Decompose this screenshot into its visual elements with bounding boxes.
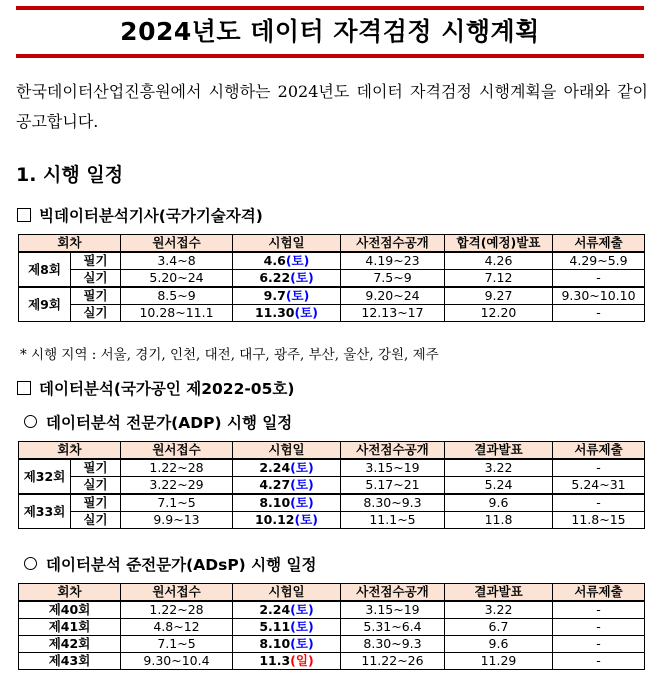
result-cell: 7.12	[445, 270, 553, 288]
exam-weekday: (토)	[290, 477, 314, 492]
exam-date: 10.12	[254, 512, 295, 527]
exam-date: 4.27	[259, 477, 291, 492]
result-cell: 12.20	[445, 305, 553, 322]
exam-date: 9.7	[263, 288, 286, 303]
col-header-round: 회차	[19, 235, 121, 253]
circle-bullet-icon	[24, 557, 37, 570]
table-row	[19, 619, 645, 636]
round-cell: 제9회	[19, 287, 71, 322]
result-cell: 4.26	[445, 252, 553, 270]
pre-score-cell: 8.30~9.3	[341, 636, 445, 653]
exam-date: 5.11	[259, 619, 291, 634]
pre-score-cell: 11.22~26	[341, 653, 445, 670]
kind-cell: 실기	[71, 270, 121, 288]
bigdata-schedule-table	[18, 234, 645, 322]
col-header-apply: 원서접수	[121, 584, 233, 602]
exam-date-cell	[233, 477, 341, 495]
table-row	[19, 252, 645, 270]
apply-cell: 9.30~10.4	[121, 653, 233, 670]
data-analysis-heading-text: 데이터분석(국가공인 제2022-05호)	[39, 380, 295, 398]
round-cell: 제42회	[19, 636, 121, 653]
table-row	[19, 636, 645, 653]
exam-weekday: (토)	[290, 270, 314, 285]
round-cell: 제43회	[19, 653, 121, 670]
exam-weekday: (일)	[290, 653, 314, 668]
col-header-pre-score: 사전점수공개	[341, 584, 445, 602]
exam-weekday: (토)	[290, 602, 314, 617]
exam-date-cell	[233, 305, 341, 322]
table-row	[19, 601, 645, 619]
exam-date-cell	[233, 270, 341, 288]
adsp-schedule-table	[18, 583, 645, 670]
round-cell: 제40회	[19, 601, 121, 619]
kind-cell: 실기	[71, 305, 121, 322]
square-bullet-icon	[17, 208, 31, 222]
round-cell: 제33회	[19, 494, 71, 529]
pre-score-cell: 11.1~5	[341, 512, 445, 529]
table-header-row	[19, 235, 645, 253]
exam-date-cell	[233, 636, 341, 653]
exam-date-cell	[233, 601, 341, 619]
table-row	[19, 653, 645, 670]
col-header-round: 회차	[19, 442, 121, 460]
pre-score-cell: 12.13~17	[341, 305, 445, 322]
docs-cell: -	[553, 494, 645, 512]
exam-date: 8.10	[259, 495, 291, 510]
exam-regions-note: * 시행 지역 : 서울, 경기, 인천, 대전, 대구, 광주, 부산, 울산, 강원, 제주	[20, 347, 439, 363]
exam-date: 11.3	[259, 653, 291, 668]
apply-cell: 7.1~5	[121, 494, 233, 512]
apply-cell: 1.22~28	[121, 601, 233, 619]
exam-weekday: (토)	[290, 460, 314, 475]
docs-cell: -	[553, 459, 645, 477]
col-header-exam-date: 시험일	[233, 235, 341, 253]
result-cell: 5.24	[445, 477, 553, 495]
table-row	[19, 305, 645, 322]
page-title: 2024년도 데이터 자격검정 시행계획	[120, 17, 540, 46]
col-header-apply: 원서접수	[121, 442, 233, 460]
col-header-result: 합격(예정)발표	[445, 235, 553, 253]
kind-cell: 실기	[71, 512, 121, 529]
bigdata-heading-text: 빅데이터분석기사(국가기술자격)	[39, 207, 263, 225]
exam-date: 6.22	[259, 270, 291, 285]
apply-cell: 3.22~29	[121, 477, 233, 495]
pre-score-cell: 4.19~23	[341, 252, 445, 270]
apply-cell: 1.22~28	[121, 459, 233, 477]
exam-date: 2.24	[259, 602, 291, 617]
result-cell: 11.8	[445, 512, 553, 529]
kind-cell: 필기	[71, 459, 121, 477]
pre-score-cell: 7.5~9	[341, 270, 445, 288]
exam-date-cell	[233, 287, 341, 305]
result-cell: 9.6	[445, 494, 553, 512]
docs-cell: -	[553, 653, 645, 670]
adp-schedule-table	[18, 441, 645, 529]
kind-cell: 필기	[71, 287, 121, 305]
pre-score-cell: 8.30~9.3	[341, 494, 445, 512]
docs-cell: -	[553, 305, 645, 322]
col-header-docs: 서류제출	[553, 442, 645, 460]
docs-cell: 9.30~10.10	[553, 287, 645, 305]
table-header-row	[19, 584, 645, 602]
result-cell: 3.22	[445, 459, 553, 477]
bigdata-heading	[17, 204, 263, 226]
table-row	[19, 494, 645, 512]
table-row	[19, 477, 645, 495]
apply-cell: 7.1~5	[121, 636, 233, 653]
exam-date-cell	[233, 619, 341, 636]
pre-score-cell: 3.15~19	[341, 459, 445, 477]
table-header-row	[19, 442, 645, 460]
exam-weekday: (토)	[290, 619, 314, 634]
square-bullet-icon	[17, 381, 31, 395]
kind-cell: 필기	[71, 494, 121, 512]
result-cell: 9.6	[445, 636, 553, 653]
round-cell: 제41회	[19, 619, 121, 636]
apply-cell: 5.20~24	[121, 270, 233, 288]
col-header-apply: 원서접수	[121, 235, 233, 253]
section-schedule-heading: 1. 시행 일정	[16, 164, 124, 186]
exam-weekday: (토)	[294, 305, 319, 320]
exam-date: 4.6	[263, 253, 286, 268]
exam-weekday: (토)	[290, 636, 314, 651]
result-cell: 11.29	[445, 653, 553, 670]
adsp-heading-text: 데이터분석 준전문가(ADsP) 시행 일정	[46, 556, 317, 574]
pre-score-cell: 5.31~6.4	[341, 619, 445, 636]
exam-weekday: (토)	[285, 288, 310, 303]
result-cell: 6.7	[445, 619, 553, 636]
title-bottom-rule	[16, 54, 644, 58]
title-top-rule	[16, 6, 644, 10]
adp-heading-text: 데이터분석 전문가(ADP) 시행 일정	[46, 414, 293, 432]
exam-date-cell	[233, 252, 341, 270]
exam-date: 2.24	[259, 460, 291, 475]
col-header-docs: 서류제출	[553, 584, 645, 602]
col-header-pre-score: 사전점수공개	[341, 442, 445, 460]
pre-score-cell: 5.17~21	[341, 477, 445, 495]
docs-cell: 4.29~5.9	[553, 252, 645, 270]
exam-weekday: (토)	[285, 253, 310, 268]
round-cell: 제32회	[19, 459, 71, 494]
docs-cell: 11.8~15	[553, 512, 645, 529]
apply-cell: 8.5~9	[121, 287, 233, 305]
round-cell: 제8회	[19, 252, 71, 287]
col-header-result: 결과발표	[445, 442, 553, 460]
exam-date: 8.10	[259, 636, 291, 651]
intro-paragraph: 한국데이터산업진흥원에서 시행하는 2024년도 데이터 자격검정 시행계획을 아래와 같이 공고합니다.	[16, 82, 648, 131]
kind-cell: 필기	[71, 252, 121, 270]
table-row	[19, 459, 645, 477]
apply-cell: 9.9~13	[121, 512, 233, 529]
pre-score-cell: 3.15~19	[341, 601, 445, 619]
col-header-docs: 서류제출	[553, 235, 645, 253]
adp-heading	[24, 411, 292, 433]
table-row	[19, 270, 645, 288]
docs-cell: -	[553, 270, 645, 288]
apply-cell: 4.8~12	[121, 619, 233, 636]
result-cell: 9.27	[445, 287, 553, 305]
col-header-round: 회차	[19, 584, 121, 602]
docs-cell: -	[553, 636, 645, 653]
circle-bullet-icon	[24, 415, 37, 428]
col-header-exam-date: 시험일	[233, 442, 341, 460]
exam-date-cell	[233, 459, 341, 477]
data-analysis-heading	[17, 377, 294, 399]
col-header-exam-date: 시험일	[233, 584, 341, 602]
exam-weekday: (토)	[294, 512, 319, 527]
apply-cell: 10.28~11.1	[121, 305, 233, 322]
table-row	[19, 287, 645, 305]
adsp-heading	[24, 553, 316, 575]
col-header-result: 결과발표	[445, 584, 553, 602]
docs-cell: -	[553, 619, 645, 636]
kind-cell: 실기	[71, 477, 121, 495]
col-header-pre-score: 사전점수공개	[341, 235, 445, 253]
result-cell: 3.22	[445, 601, 553, 619]
pre-score-cell: 9.20~24	[341, 287, 445, 305]
table-row	[19, 512, 645, 529]
apply-cell: 3.4~8	[121, 252, 233, 270]
docs-cell: -	[553, 601, 645, 619]
exam-date: 11.30	[254, 305, 295, 320]
exam-date-cell	[233, 653, 341, 670]
exam-weekday: (토)	[290, 495, 314, 510]
docs-cell: 5.24~31	[553, 477, 645, 495]
exam-date-cell	[233, 494, 341, 512]
exam-date-cell	[233, 512, 341, 529]
